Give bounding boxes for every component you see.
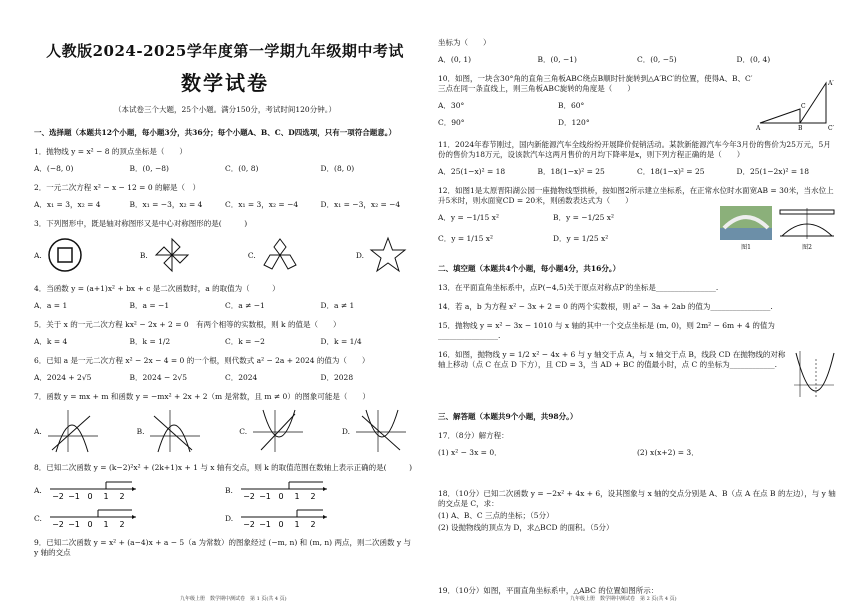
question-9-options <box>438 54 836 65</box>
exam-subtitle: 数学试卷 <box>181 71 269 95</box>
point-label: B <box>798 125 803 131</box>
tick-label: 0 <box>278 492 284 501</box>
question-7-figures <box>34 408 416 454</box>
question-12-block <box>438 206 836 251</box>
option: A．25(1−x)² = 18 <box>438 167 506 176</box>
option-label: A. <box>34 485 42 495</box>
question-9-continued: 坐标为（ ） <box>438 38 491 47</box>
option: C．90° <box>438 118 465 127</box>
option: D．2028 <box>320 373 354 382</box>
figure-option <box>248 235 300 275</box>
question-12-options-row2 <box>438 233 668 244</box>
question-1-options <box>34 163 416 174</box>
option: B．k = 1/2 <box>129 337 171 346</box>
question-5: 5．关于 x 的一元二次方程 kx² − 2x + 2 = 0 有两个相等的实数根，则 k 的值是（ ） <box>34 320 341 329</box>
tick-label: −1 <box>259 492 271 501</box>
question-11-options <box>438 166 836 177</box>
option: B．x₁ = −3，x₂ = 4 <box>129 200 203 209</box>
option: C．k = −2 <box>225 337 265 346</box>
point-label: A′ <box>828 80 834 87</box>
tick-label: −2 <box>51 492 64 501</box>
coin-icon <box>46 236 84 274</box>
option: A．(0, 1) <box>438 55 472 64</box>
option: C．a ≠ −1 <box>225 301 265 310</box>
option-label: B. <box>225 485 233 495</box>
figure-2 <box>778 206 836 251</box>
three-diamond-icon <box>260 235 300 275</box>
right-page <box>430 0 860 608</box>
question-16: 16．如图，抛物线 y = 1/2 x² − 4x + 6 与 y 轴交于点 A，与 x 轴交于点 B，线段 CD 在抛物线的对称轴上移动（点 C 在点 D 下方），且 CD = 3，当 AD + BC 的值最小时，点 C 的坐标为____________. <box>438 350 786 369</box>
option: A．(−8, 0) <box>34 164 74 173</box>
question-18-part-2: (2) 设抛物线的顶点为 D，求△BCD 的面积。（5分） <box>438 523 614 532</box>
option: D．k = 1/4 <box>320 337 362 346</box>
figure-option <box>356 235 408 275</box>
option: A．30° <box>438 101 465 110</box>
question-11: 11．2024年春节刚过，国内新能源汽车全线纷纷开展降价促销活动。某款新能源汽车今年3月份的售价为25万元，5月份的售价为18万元，设该款汽车这两月售价的月均下降率是x，则下列方程正确的是（ ） <box>438 140 831 159</box>
option-label: C. <box>239 426 248 436</box>
point-label: C′ <box>828 125 834 131</box>
figure-option <box>137 408 203 454</box>
option: D．25(1−2x)² = 18 <box>736 167 810 176</box>
tick-label: 1 <box>294 520 300 529</box>
question-7: 7．函数 y = mx + m 和函数 y = −mx² + 2x + 2（m 是常数，且 m ≠ 0）的图象可能是（ ） <box>34 392 370 401</box>
question-2-options <box>34 199 416 210</box>
question-9: 9．已知二次函数 y = x² + (a−4)x + a − 5（a 为常数）的图象经过 (−m, n) 和 (m, n) 两点，则二次函数 y 与 y 轴的交点 <box>34 538 411 557</box>
figure-option <box>140 235 192 275</box>
option-label: C. <box>247 250 256 260</box>
question-12-options-row1 <box>438 212 668 223</box>
figure-caption: 图1 <box>741 244 751 251</box>
option: D．a ≠ 1 <box>320 301 355 310</box>
figure-option <box>342 408 408 454</box>
section-2-heading: 二、填空题（本题共4个小题，每小题4分，共16分。） <box>438 264 621 273</box>
option-label: B. <box>136 426 145 436</box>
option: C．(0, 8) <box>225 164 259 173</box>
page-footer: 九年级上册 数学期中测试卷 第 1 页(共 4 页) <box>180 596 287 602</box>
question-10-options-row2 <box>438 117 678 128</box>
figure-caption: 图2 <box>802 244 812 251</box>
question-17: 17．（8分）解方程： <box>438 431 509 440</box>
tick-label: 1 <box>103 520 109 529</box>
triangle-rotation-figure <box>756 79 836 131</box>
star-icon <box>368 235 408 275</box>
option: C．18(1−x)² = 25 <box>637 167 705 176</box>
option-label: A. <box>34 426 42 436</box>
tick-label: −1 <box>259 520 272 529</box>
option: D．120° <box>558 118 590 127</box>
tick-label: 2 <box>119 520 125 529</box>
question-18: 18．（10分）已知二次函数 y = −2x² + 4x + 6，设其图象与 x 轴的交点分别是 A、B（点 A 在点 B 的左边），与 y 轴的交点是 C，求： <box>438 489 836 508</box>
option-label: D. <box>341 426 350 436</box>
question-5-options <box>34 336 416 347</box>
question-3-figures <box>34 235 416 275</box>
question-8: 8．已知二次函数 y = (k−2)²x² + (2k+1)x + 1 与 x 轴有交点，则 k 的取值范围在数轴上表示正确的是( ) <box>34 463 413 472</box>
question-16-block <box>438 341 836 399</box>
option: A．a = 1 <box>34 301 68 310</box>
number-line-b <box>239 479 329 501</box>
question-part: (2) x(x+2) = 3． <box>637 448 699 457</box>
question-4: 4．当函数 y = (a+1)x² + bx + c 是二次函数时，a 的取值为（ ） <box>34 284 280 293</box>
option: C．2024 <box>225 373 258 382</box>
parabola-figure <box>792 349 836 399</box>
exam-note: （本试卷三个大题，25个小题。满分150分，考试时间120分钟。） <box>114 105 336 114</box>
point-label: C <box>801 103 806 110</box>
tick-label: −1 <box>67 492 80 501</box>
option: C．x₁ = 3，x₂ = −4 <box>225 200 299 209</box>
question-6: 6．已知 a 是一元二次方程 x² − 2x − 4 = 0 的一个根，则代数式 a² − 2a + 2024 的值为（ ） <box>34 356 370 365</box>
option-label: D. <box>355 250 364 260</box>
number-line-a <box>48 479 138 501</box>
point-label: A <box>756 125 761 131</box>
tick-label: −2 <box>243 520 256 529</box>
option: B．2024 − 2√5 <box>129 373 187 382</box>
page-footer: 九年级上册 数学期中测试卷 第 2 页(共 4 页) <box>570 596 677 602</box>
question-10-options-row1 <box>438 100 678 111</box>
option: A．y = −1/15 x² <box>438 213 499 222</box>
number-line-c <box>48 507 138 529</box>
tick-label: 0 <box>278 520 284 529</box>
question-12: 12．如图1是太原晋阳湖公园一座抛物线型拱桥，按如图2所示建立坐标系，在正常水位时水面宽AB = 30米，当水位上升5米时，则水面宽CD = 20米，则函数表达式为（ ） <box>438 186 834 205</box>
option: D．y = 1/25 x² <box>553 234 609 243</box>
graph-d-icon <box>354 408 408 454</box>
graph-b-icon <box>148 408 202 454</box>
question-12-figures <box>720 206 836 251</box>
tick-label: 0 <box>87 520 93 529</box>
option: B．a = −1 <box>129 301 170 310</box>
pinwheel-icon <box>152 235 192 275</box>
tick-label: 2 <box>310 520 316 529</box>
tick-label: 1 <box>294 492 300 501</box>
tick-label: 1 <box>103 492 109 501</box>
number-line-d <box>239 507 329 529</box>
section-3-heading: 三、解答题（本题共9个小题，共98分。） <box>438 412 578 421</box>
question-8-number-lines <box>34 479 416 529</box>
option: B．y = −1/25 x² <box>553 213 615 222</box>
question-4-options <box>34 300 416 311</box>
option: B．(0, −8) <box>129 164 169 173</box>
section-1-heading: 一、选择题（本题共12个小题，每小题3分，共36分；每个小题A、B、C、D四选项，只有一项符合题意。） <box>34 128 396 137</box>
figure-option <box>239 408 305 454</box>
question-6-options <box>34 372 416 383</box>
tick-label: 2 <box>310 492 316 501</box>
tick-label: 0 <box>87 492 93 501</box>
option: C．y = 1/15 x² <box>438 234 493 243</box>
option: B．18(1−x)² = 25 <box>537 167 605 176</box>
tick-label: −1 <box>67 520 80 529</box>
option: D．(8, 0) <box>320 164 355 173</box>
option: A．k = 4 <box>34 337 68 346</box>
option: B．(0, −1) <box>537 55 577 64</box>
option: B．60° <box>558 101 585 110</box>
option: C．(0, −5) <box>637 55 677 64</box>
graph-c-icon <box>251 408 305 454</box>
option: D．x₁ = −3，x₂ = −4 <box>320 200 401 209</box>
graph-a-icon <box>46 408 100 454</box>
bridge-diagram-icon <box>778 206 836 240</box>
option-label: D. <box>225 513 234 523</box>
number-line-option <box>34 507 225 529</box>
question-1: 1．抛物线 y = x² − 8 的顶点坐标是（ ） <box>34 147 187 156</box>
question-10-block <box>438 65 836 131</box>
question-part: (1) x² − 3x = 0． <box>438 448 502 457</box>
tick-label: 2 <box>119 492 125 501</box>
question-15: 15．抛物线 y = x² − 3x − 1010 与 x 轴的其中一个交点坐标是 (m, 0)，则 2m² − 6m + 4 的值为________________. <box>438 321 775 340</box>
question-10: 10．如图，一块含30°角的直角三角板ABC绕点B顺时针旋转到△A′BC′的位置，使得A、B、C′三点在同一条直线上，则三角板ABC旋转的角度是（ ） <box>438 74 753 93</box>
figure-option <box>34 236 84 274</box>
question-13: 13．在平面直角坐标系中，点P(−4,5)关于原点对称点P′的坐标是________________. <box>438 283 719 292</box>
question-14: 14．若 a，b 为方程 x² − 3x + 2 = 0 的两个实数根，则 a² − 3a + 2ab 的值为________________. <box>438 302 773 311</box>
question-18-part-1: (1) A、B、C 三点的坐标；（5分） <box>438 511 554 520</box>
option: A．2024 + 2√5 <box>34 373 92 382</box>
option-label: C. <box>34 513 42 523</box>
number-line-option <box>225 507 416 529</box>
number-line-option <box>225 479 416 501</box>
option-label: A. <box>34 250 42 260</box>
question-19: 19．（10分）如图，平面直角坐标系中，△ABC 的位置如图所示： <box>438 586 659 595</box>
figure-option <box>34 408 100 454</box>
question-2: 2．一元二次方程 x² − x − 12 = 0 的解是（ ） <box>34 183 200 192</box>
option: A．x₁ = 3，x₂ = 4 <box>34 200 101 209</box>
tick-label: −2 <box>51 520 64 529</box>
number-line-option <box>34 479 225 501</box>
option: D．(0, 4) <box>736 55 771 64</box>
bridge-photo-icon <box>720 206 772 240</box>
exam-title: 人教版2024-2025学年度第一学期九年级期中考试 <box>46 42 404 60</box>
tick-label: −2 <box>243 492 255 501</box>
question-17-parts <box>438 447 836 458</box>
option-label: B. <box>139 250 148 260</box>
figure-1 <box>720 206 772 251</box>
question-3: 3．下列图形中，既是轴对称图形又是中心对称图形的是( ) <box>34 219 248 228</box>
